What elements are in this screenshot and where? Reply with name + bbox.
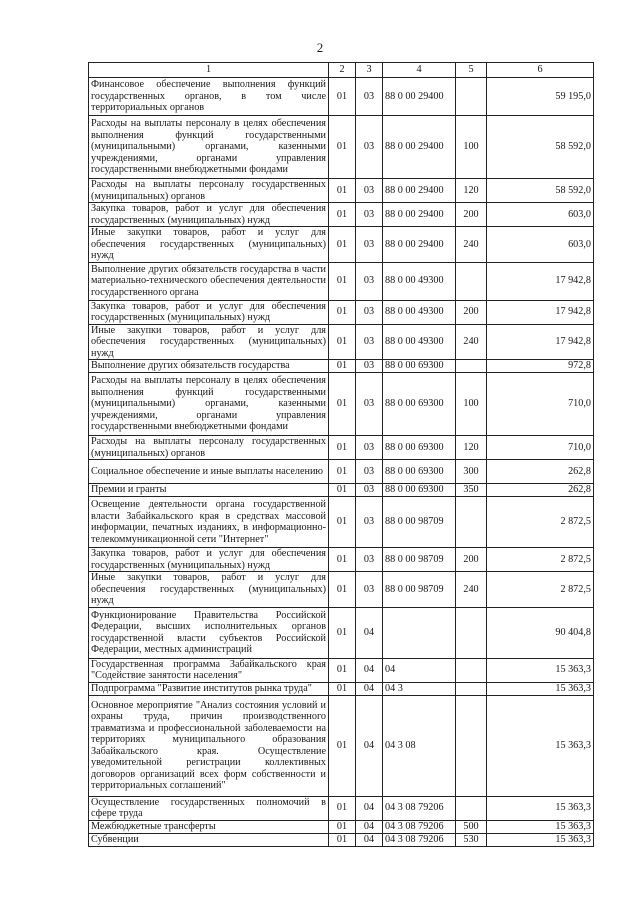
row-subsection: 04: [356, 833, 383, 846]
row-name: Подпрограмма "Развитие институтов рынка труда": [89, 682, 329, 695]
row-amount: 15 363,3: [487, 682, 594, 695]
row-name: Иные закупки товаров, работ и услуг для обеспечения государственных (муниципальных) нужд: [89, 324, 329, 360]
col-header-4: 4: [383, 63, 456, 78]
row-expense-type: 350: [456, 484, 487, 497]
row-amount: 710,0: [487, 436, 594, 460]
row-name: Основное мероприятие "Анализ состояния условий и охраны труда, причин производственного травматизма и профессиональной заболеваемости на территориях муниципального образования Забайкальского края. Осуществление уведомительной регистрации коллективных договоров организаций всех форм собственности и территориальных соглашений": [89, 695, 329, 796]
table-row: [89, 203, 594, 227]
row-subsection: 03: [356, 116, 383, 179]
header-row: [89, 63, 594, 78]
row-target-code: 04 3 08 79206: [383, 833, 456, 846]
row-section: 01: [329, 262, 356, 300]
page-number: 2: [316, 40, 324, 55]
row-target-code: 04: [383, 658, 456, 682]
row-section: 01: [329, 460, 356, 484]
row-name: Субвенции: [89, 833, 329, 846]
row-target-code: 04 3 08: [383, 695, 456, 796]
row-subsection: 03: [356, 436, 383, 460]
row-target-code: 88 0 00 98709: [383, 572, 456, 608]
table-row: [89, 548, 594, 572]
row-target-code: 88 0 00 98709: [383, 497, 456, 548]
table-row: [89, 460, 594, 484]
row-amount: 603,0: [487, 227, 594, 263]
row-amount: 710,0: [487, 373, 594, 436]
row-target-code: 04 3 08 79206: [383, 796, 456, 820]
row-section: 01: [329, 300, 356, 324]
row-target-code: 88 0 00 29400: [383, 203, 456, 227]
row-amount: 2 872,5: [487, 572, 594, 608]
table-row: [89, 572, 594, 608]
row-subsection: 03: [356, 262, 383, 300]
table-row: [89, 78, 594, 116]
table-row: [89, 179, 594, 203]
row-amount: 262,8: [487, 460, 594, 484]
row-amount: 2 872,5: [487, 497, 594, 548]
row-section: 01: [329, 833, 356, 846]
row-name: Иные закупки товаров, работ и услуг для обеспечения государственных (муниципальных) нужд: [89, 227, 329, 263]
row-subsection: 03: [356, 484, 383, 497]
row-expense-type: 120: [456, 179, 487, 203]
table-row: [89, 227, 594, 263]
table-row: [89, 695, 594, 796]
table-row: [89, 833, 594, 846]
row-section: 01: [329, 373, 356, 436]
row-name: Расходы на выплаты персоналу государственных (муниципальных) органов: [89, 436, 329, 460]
row-amount: 2 872,5: [487, 548, 594, 572]
row-name: Межбюджетные трансферты: [89, 820, 329, 833]
row-expense-type: 100: [456, 116, 487, 179]
row-amount: 58 592,0: [487, 116, 594, 179]
row-expense-type: 300: [456, 460, 487, 484]
row-section: 01: [329, 796, 356, 820]
table-row: [89, 360, 594, 373]
row-subsection: 04: [356, 682, 383, 695]
row-section: 01: [329, 203, 356, 227]
row-target-code: 88 0 00 69300: [383, 360, 456, 373]
row-name: Иные закупки товаров, работ и услуг для обеспечения государственных (муниципальных) нужд: [89, 572, 329, 608]
row-section: 01: [329, 572, 356, 608]
row-amount: 17 942,8: [487, 300, 594, 324]
row-name: Расходы на выплаты персоналу в целях обеспечения выполнения функций государственными (муниципальными) органами, казенными учреждениями, органами управления государственными внебюджетными фондами: [89, 373, 329, 436]
row-target-code: [383, 607, 456, 658]
row-expense-type: 240: [456, 324, 487, 360]
row-expense-type: 120: [456, 436, 487, 460]
row-section: 01: [329, 695, 356, 796]
row-name: Закупка товаров, работ и услуг для обеспечения государственных (муниципальных) нужд: [89, 300, 329, 324]
row-target-code: 88 0 00 49300: [383, 324, 456, 360]
table-body: [89, 78, 594, 847]
row-name: Расходы на выплаты персоналу государственных (муниципальных) органов: [89, 179, 329, 203]
row-expense-type: 530: [456, 833, 487, 846]
row-expense-type: 240: [456, 572, 487, 608]
row-target-code: 88 0 00 98709: [383, 548, 456, 572]
row-section: 01: [329, 658, 356, 682]
row-target-code: 88 0 00 69300: [383, 373, 456, 436]
row-name: Функционирование Правительства Российской Федерации, высших исполнительных органов государственной власти субъектов Российской Федерации, местных администраций: [89, 607, 329, 658]
row-expense-type: 200: [456, 548, 487, 572]
row-amount: 58 592,0: [487, 179, 594, 203]
row-subsection: 03: [356, 548, 383, 572]
table-row: [89, 324, 594, 360]
col-header-1: 1: [89, 63, 329, 78]
col-header-6: 6: [487, 63, 594, 78]
row-target-code: 88 0 00 29400: [383, 116, 456, 179]
row-section: 01: [329, 179, 356, 203]
row-name: Социальное обеспечение и иные выплаты населению: [89, 460, 329, 484]
table-row: [89, 116, 594, 179]
row-section: 01: [329, 360, 356, 373]
row-name: Финансовое обеспечение выполнения функций государственных органов, в том числе территориальных органов: [89, 78, 329, 116]
row-subsection: 03: [356, 460, 383, 484]
col-header-3: 3: [356, 63, 383, 78]
row-name: Премии и гранты: [89, 484, 329, 497]
row-subsection: 03: [356, 572, 383, 608]
row-subsection: 03: [356, 300, 383, 324]
row-amount: 15 363,3: [487, 695, 594, 796]
row-expense-type: [456, 682, 487, 695]
row-expense-type: [456, 607, 487, 658]
row-name: Выполнение других обязательств государства: [89, 360, 329, 373]
table-row: [89, 262, 594, 300]
row-name: Закупка товаров, работ и услуг для обеспечения государственных (муниципальных) нужд: [89, 203, 329, 227]
row-subsection: 04: [356, 695, 383, 796]
row-name: Осуществление государственных полномочий в сфере труда: [89, 796, 329, 820]
row-expense-type: 500: [456, 820, 487, 833]
table-row: [89, 820, 594, 833]
row-expense-type: [456, 695, 487, 796]
row-expense-type: [456, 796, 487, 820]
row-subsection: 03: [356, 360, 383, 373]
row-name: Расходы на выплаты персоналу в целях обеспечения выполнения функций государственными (муниципальными) органами, казенными учреждениями, органами управления государственными внебюджетными фондами: [89, 116, 329, 179]
row-name: Государственная программа Забайкальского края "Содействие занятости населения": [89, 658, 329, 682]
col-header-2: 2: [329, 63, 356, 78]
row-target-code: 88 0 00 69300: [383, 436, 456, 460]
row-subsection: 04: [356, 796, 383, 820]
row-subsection: 03: [356, 203, 383, 227]
table-row: [89, 796, 594, 820]
row-subsection: 03: [356, 497, 383, 548]
row-name: Выполнение других обязательств государства в части материально-технического обеспечения деятельности государственного органа: [89, 262, 329, 300]
row-name: Закупка товаров, работ и услуг для обеспечения государственных (муниципальных) нужд: [89, 548, 329, 572]
col-header-5: 5: [456, 63, 487, 78]
row-section: 01: [329, 548, 356, 572]
row-expense-type: 200: [456, 300, 487, 324]
row-target-code: 88 0 00 69300: [383, 460, 456, 484]
table-row: [89, 300, 594, 324]
row-target-code: 88 0 00 69300: [383, 484, 456, 497]
row-subsection: 03: [356, 227, 383, 263]
row-expense-type: [456, 658, 487, 682]
row-subsection: 03: [356, 324, 383, 360]
row-subsection: 04: [356, 607, 383, 658]
table-row: [89, 682, 594, 695]
table-row: [89, 436, 594, 460]
table-row: [89, 607, 594, 658]
row-amount: 603,0: [487, 203, 594, 227]
row-section: 01: [329, 324, 356, 360]
row-expense-type: 100: [456, 373, 487, 436]
row-amount: 15 363,3: [487, 820, 594, 833]
row-subsection: 04: [356, 820, 383, 833]
row-expense-type: [456, 497, 487, 548]
row-amount: 59 195,0: [487, 78, 594, 116]
row-expense-type: [456, 360, 487, 373]
row-amount: 17 942,8: [487, 324, 594, 360]
row-expense-type: 200: [456, 203, 487, 227]
row-target-code: 88 0 00 49300: [383, 300, 456, 324]
row-section: 01: [329, 820, 356, 833]
table-row: [89, 373, 594, 436]
row-expense-type: 240: [456, 227, 487, 263]
row-subsection: 03: [356, 179, 383, 203]
row-section: 01: [329, 227, 356, 263]
row-section: 01: [329, 484, 356, 497]
row-subsection: 03: [356, 78, 383, 116]
row-amount: 17 942,8: [487, 262, 594, 300]
row-target-code: 04 3: [383, 682, 456, 695]
row-section: 01: [329, 116, 356, 179]
row-amount: 15 363,3: [487, 658, 594, 682]
row-subsection: 03: [356, 373, 383, 436]
row-section: 01: [329, 78, 356, 116]
row-expense-type: [456, 262, 487, 300]
row-target-code: 88 0 00 29400: [383, 179, 456, 203]
row-amount: 972,8: [487, 360, 594, 373]
row-name: Освещение деятельности органа государственной власти Забайкальского края в средствах массовой информации, печатных изданиях, в информационно-телекоммуникационной сети "Интернет": [89, 497, 329, 548]
budget-table: [88, 62, 594, 847]
row-amount: 15 363,3: [487, 796, 594, 820]
row-section: 01: [329, 682, 356, 695]
row-subsection: 04: [356, 658, 383, 682]
row-amount: 262,8: [487, 484, 594, 497]
row-expense-type: [456, 78, 487, 116]
row-amount: 15 363,3: [487, 833, 594, 846]
table-row: [89, 497, 594, 548]
row-amount: 90 404,8: [487, 607, 594, 658]
row-section: 01: [329, 436, 356, 460]
row-section: 01: [329, 497, 356, 548]
row-target-code: 04 3 08 79206: [383, 820, 456, 833]
row-section: 01: [329, 607, 356, 658]
row-target-code: 88 0 00 29400: [383, 227, 456, 263]
table-row: [89, 658, 594, 682]
row-target-code: 88 0 00 49300: [383, 262, 456, 300]
table-row: [89, 484, 594, 497]
row-target-code: 88 0 00 29400: [383, 78, 456, 116]
